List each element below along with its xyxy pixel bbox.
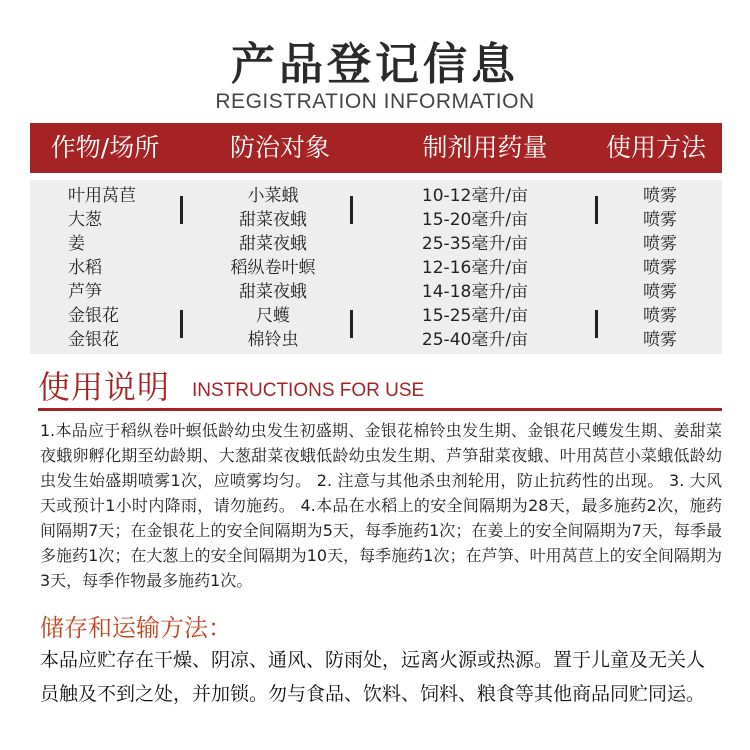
instructions-subtitle: INSTRUCTIONS FOR USE — [192, 380, 425, 401]
cell-target: 尺蠖 — [256, 306, 290, 326]
column-header-method: 使用方法 — [605, 133, 706, 162]
table-row — [30, 232, 722, 256]
cell-target: 棉铃虫 — [247, 330, 299, 350]
table-row — [30, 328, 722, 352]
cell-dosage: 14-18毫升/亩 — [421, 282, 529, 302]
column-header-dosage: 制剂用药量 — [422, 133, 548, 162]
cell-method: 喷雾 — [643, 210, 677, 230]
cell-dosage: 10-12毫升/亩 — [421, 186, 529, 206]
cell-crop: 金银花 — [68, 330, 119, 350]
cell-dosage: 15-20毫升/亩 — [421, 210, 529, 230]
table-row — [30, 280, 722, 304]
cell-crop: 芦笋 — [68, 282, 102, 302]
cell-dosage: 25-35毫升/亩 — [421, 234, 529, 254]
storage-title: 储存和运输方法： — [40, 614, 232, 642]
page-subtitle: REGISTRATION INFORMATION — [215, 90, 535, 113]
table-row — [30, 304, 722, 328]
cell-method: 喷雾 — [643, 258, 677, 278]
table-body — [30, 180, 722, 354]
table-row — [30, 208, 722, 232]
cell-crop: 叶用莴苣 — [68, 186, 136, 206]
instructions-title: 使用说明 — [38, 368, 171, 406]
table-header — [30, 123, 722, 173]
column-header-target: 防治对象 — [229, 133, 330, 162]
cell-method: 喷雾 — [643, 234, 677, 254]
section-divider — [38, 408, 722, 411]
cell-target: 稻纵卷叶螟 — [230, 258, 316, 278]
cell-dosage: 12-16毫升/亩 — [421, 258, 529, 278]
cell-target: 甜菜夜蛾 — [239, 282, 307, 302]
storage-text: 本品应贮存在干燥、阴凉、通风、防雨处，远离火源或热源。置于儿童及无关人员触及不到之处，并加锁。勿与食品、饮料、饲料、粮食等其他商品同贮同运。 — [40, 649, 706, 705]
page-title: 产品登记信息 — [231, 39, 519, 90]
table-row — [30, 256, 722, 280]
cell-target: 甜菜夜蛾 — [239, 210, 307, 230]
cell-dosage: 15-25毫升/亩 — [421, 306, 529, 326]
cell-dosage: 25-40毫升/亩 — [421, 330, 529, 350]
cell-method: 喷雾 — [643, 282, 677, 302]
instructions-text: 1.本品应于稻纵卷叶螟低龄幼虫发生初盛期、金银花棉铃虫发生期、金银花尺蠖发生期、姜甜菜夜蛾卵孵化期至幼龄期、大葱甜菜夜蛾低龄幼虫发生期、芦笋甜菜夜蛾、叶用莴苣小菜蛾低龄幼虫发生始盛期喷雾1次，应喷雾均匀。 2. 注意与其他杀虫剂轮用，防止抗药性的出现。 3. 大风天或预计1小时内降雨，请勿施药。 4.本品在水稻上的安全间隔期为28天，最多施药2次，施药间隔期7天；在金银花上的安全间隔期为5天，每季施药1次；在姜上的安全间隔期为7天，每季最多施药1次；在大葱上的安全间隔期为10天，每季施药1次；在芦笋、叶用莴苣上的安全间隔期为3天，每季作物最多施药1次。 — [40, 421, 722, 590]
cell-crop: 姜 — [68, 234, 85, 254]
cell-target: 小菜蛾 — [247, 186, 299, 206]
table-row — [30, 184, 722, 208]
cell-method: 喷雾 — [643, 330, 677, 350]
cell-method: 喷雾 — [643, 306, 677, 326]
cell-method: 喷雾 — [643, 186, 677, 206]
cell-crop: 金银花 — [68, 306, 119, 326]
cell-target: 甜菜夜蛾 — [239, 234, 307, 254]
cell-crop: 水稻 — [68, 258, 102, 278]
column-header-crop: 作物/场所 — [50, 133, 160, 162]
cell-crop: 大葱 — [68, 210, 102, 230]
